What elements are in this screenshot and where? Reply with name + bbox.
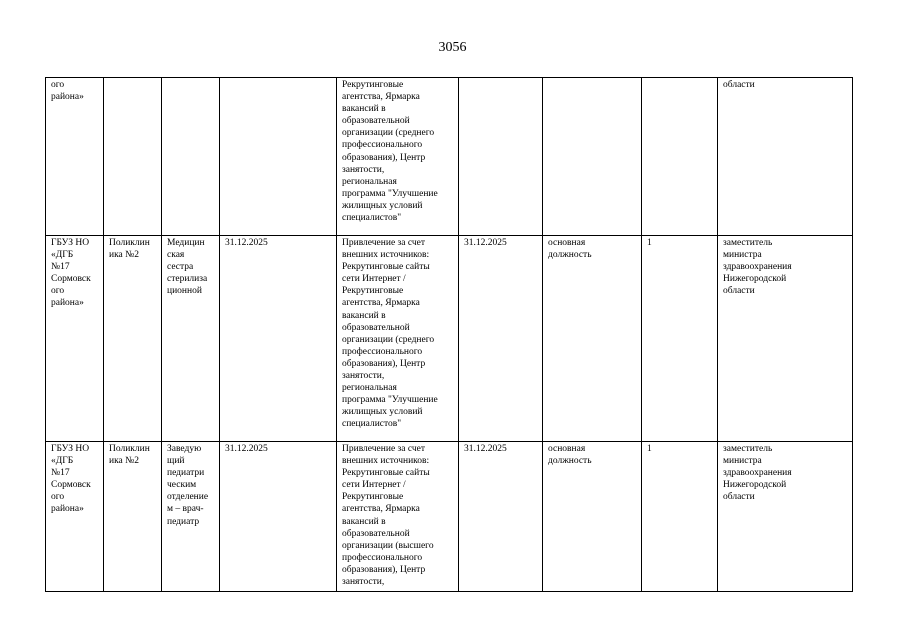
cell-position: Заведую щий педиатри ческим отделение м – врач- педиатр [162,442,220,592]
cell-position-type [543,78,642,236]
table-row [46,236,853,442]
page-number: 3056 [438,40,467,55]
cell-vacancy-date: 31.12.2025 [220,236,337,442]
cell-vacancy-date: 31.12.2025 [220,442,337,592]
cell-unit: Поликлин ика №2 [104,442,162,592]
cell-organization: ГБУЗ НО «ДГБ №17 Сормовск ого района» [46,236,104,442]
table-row [46,442,853,592]
cell-organization: ого района» [46,78,104,236]
cell-measures: Привлечение за счет внешних источников: Рекрутинговые сайты сети Интернет / Рекрутинговые агентства, Ярмарка вакансий в образовательной организации (высшего профессионального образования), Центр занятости, [337,442,459,592]
staffing-table [45,77,853,592]
cell-position-type: основная должность [543,236,642,442]
cell-responsible: заместитель министра здравоохранения Нижегородской области [718,442,853,592]
cell-count: 1 [642,236,718,442]
cell-measures: Рекрутинговые агентства, Ярмарка вакансий в образовательной организации (среднего профессионального образования), Центр занятости, региональная программа "Улучшение жилищных условий специалистов" [337,78,459,236]
cell-responsible: области [718,78,853,236]
cell-deadline [459,78,543,236]
cell-responsible: заместитель министра здравоохранения Нижегородской области [718,236,853,442]
cell-count: 1 [642,442,718,592]
cell-deadline: 31.12.2025 [459,442,543,592]
cell-vacancy-date [220,78,337,236]
cell-unit [104,78,162,236]
table-row [46,78,853,236]
cell-organization: ГБУЗ НО «ДГБ №17 Сормовск ого района» [46,442,104,592]
cell-count [642,78,718,236]
cell-unit: Поликлин ика №2 [104,236,162,442]
cell-position-type: основная должность [543,442,642,592]
cell-measures: Привлечение за счет внешних источников: Рекрутинговые сайты сети Интернет / Рекрутинговые агентства, Ярмарка вакансий в образовательной организации (среднего профессионального образования), Центр занятости, региональная программа "Улучшение жилищных условий специалистов" [337,236,459,442]
cell-position: Медицин ская сестра стерилиза ционной [162,236,220,442]
cell-position [162,78,220,236]
cell-deadline: 31.12.2025 [459,236,543,442]
